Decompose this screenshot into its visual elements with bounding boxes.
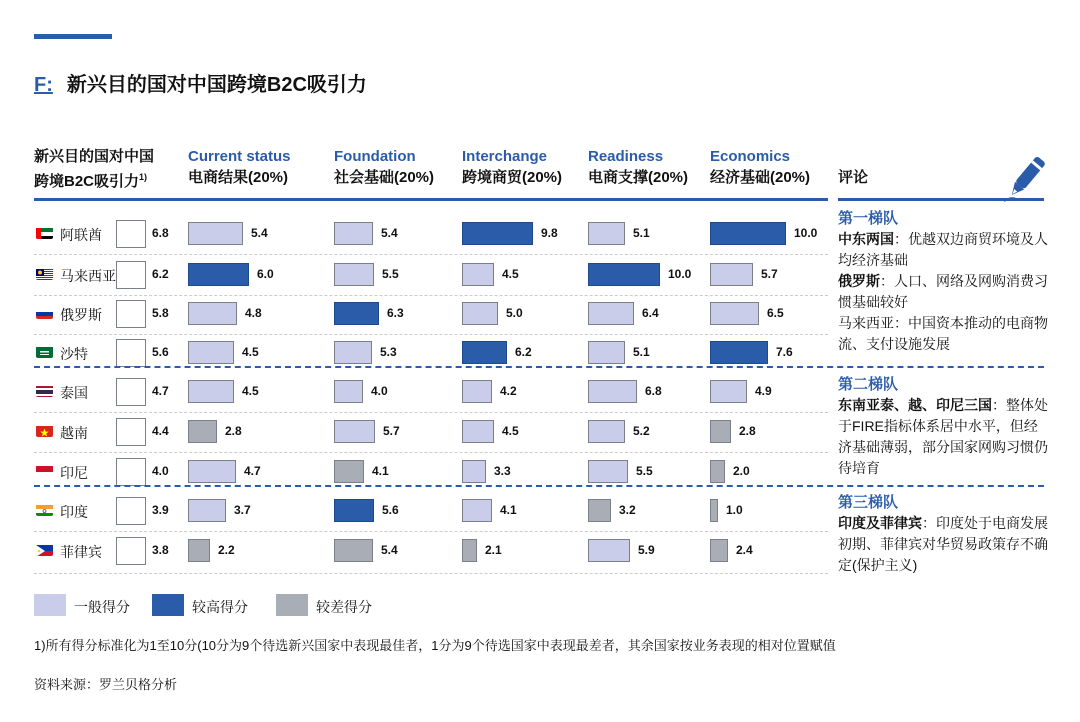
- score-header-sup: 1): [139, 172, 148, 182]
- bar-value: 4.5: [242, 345, 259, 359]
- overall-score-value: 6.2: [152, 267, 169, 281]
- column-header-cn: 跨境商贸(20%): [462, 169, 563, 186]
- overall-score-value: 3.9: [152, 503, 169, 517]
- bar-1: [188, 263, 249, 286]
- bar-5: [710, 499, 718, 522]
- bar-value: 4.1: [372, 464, 389, 478]
- top-accent-bar: [34, 34, 112, 39]
- bar-4: [588, 263, 660, 286]
- comment-bold: 印度及菲律宾: [838, 515, 922, 531]
- overall-score-value: 4.7: [152, 384, 169, 398]
- bar-value: 5.2: [633, 424, 650, 438]
- country-name: 菲律宾: [60, 544, 102, 560]
- bar-value: 5.5: [382, 267, 399, 281]
- legend-swatch-normal: [34, 594, 66, 616]
- bar-value: 6.0: [257, 267, 274, 281]
- comment-tier-1: [838, 208, 1048, 355]
- column-header-cn: 电商支撑(20%): [588, 169, 689, 186]
- bar-2: [334, 341, 372, 364]
- header-rule-comment: [838, 198, 1044, 201]
- bar-2: [334, 263, 374, 286]
- bar-1: [188, 460, 236, 483]
- bar-5: [710, 380, 747, 403]
- overall-score-box: [116, 339, 146, 367]
- legend-label-normal: 一般得分: [74, 599, 130, 615]
- bar-3: [462, 302, 498, 325]
- pen-icon: [1002, 152, 1050, 204]
- bar-value: 6.4: [642, 306, 659, 320]
- bar-value: 5.3: [380, 345, 397, 359]
- bar-2: [334, 539, 373, 562]
- bar-1: [188, 222, 243, 245]
- bar-value: 5.4: [381, 226, 398, 240]
- column-header-cn: 电商结果(20%): [188, 169, 289, 186]
- overall-score-value: 4.0: [152, 464, 169, 478]
- bar-3: [462, 222, 533, 245]
- bar-2: [334, 380, 363, 403]
- comment-line: [838, 313, 1048, 355]
- bar-value: 4.9: [755, 384, 772, 398]
- bar-value: 3.2: [619, 503, 636, 517]
- bar-value: 2.0: [733, 464, 750, 478]
- comment-line: [838, 395, 1048, 479]
- column-header-cn: 经济基础(20%): [710, 169, 811, 186]
- row-divider: [34, 531, 828, 532]
- bar-value: 2.8: [739, 424, 756, 438]
- bar-value: 5.4: [251, 226, 268, 240]
- bar-value: 4.2: [500, 384, 517, 398]
- column-header-3: [462, 146, 562, 188]
- overall-score-box: [116, 497, 146, 525]
- bar-value: 3.7: [234, 503, 251, 517]
- row-divider: [34, 254, 828, 255]
- bar-4: [588, 341, 625, 364]
- country-name: 印度: [60, 504, 88, 520]
- score-header-line1: 新兴目的国对中国: [34, 148, 155, 165]
- column-header-en: Current status: [188, 148, 291, 165]
- bar-1: [188, 380, 234, 403]
- bar-value: 5.0: [506, 306, 523, 320]
- country-name: 越南: [60, 425, 88, 441]
- saudi-flag-icon: [36, 346, 53, 358]
- bar-5: [710, 263, 753, 286]
- page-title: [34, 68, 367, 97]
- bar-value: 5.1: [633, 226, 650, 240]
- header-rule: [34, 198, 828, 201]
- comment-text: ：印度处于电商发展初期、菲律宾对华贸易政策存不确定(保护主义): [838, 515, 1048, 573]
- thailand-flag-icon: [36, 385, 53, 397]
- malaysia-flag-icon: [36, 268, 53, 280]
- overall-score-box: [116, 458, 146, 486]
- overall-score-box: [116, 261, 146, 289]
- bar-3: [462, 460, 486, 483]
- tier-separator: [34, 366, 1044, 368]
- bar-value: 4.7: [244, 464, 261, 478]
- bar-3: [462, 499, 492, 522]
- bar-value: 6.3: [387, 306, 404, 320]
- overall-score-value: 5.8: [152, 306, 169, 320]
- overall-score-value: 6.8: [152, 226, 169, 240]
- bar-value: 2.1: [485, 543, 502, 557]
- bar-value: 6.2: [515, 345, 532, 359]
- score-header-line2-wrap: [34, 167, 154, 192]
- bar-2: [334, 499, 374, 522]
- tier-title: 第三梯队: [838, 494, 899, 511]
- bar-value: 5.6: [382, 503, 399, 517]
- legend-swatch-high: [152, 594, 184, 616]
- bar-5: [710, 222, 786, 245]
- bar-value: 2.2: [218, 543, 235, 557]
- column-header-en: Readiness: [588, 148, 664, 165]
- title-prefix: F:: [34, 74, 53, 96]
- comment-column-header: [838, 167, 868, 188]
- column-header-en: Economics: [710, 148, 791, 165]
- bar-value: 5.1: [633, 345, 650, 359]
- bar-value: 6.8: [645, 384, 662, 398]
- country-name: 马来西亚: [60, 268, 116, 284]
- overall-score-box: [116, 418, 146, 446]
- bar-value: 1.0: [726, 503, 743, 517]
- column-header-5: [710, 146, 810, 188]
- bar-value: 6.5: [767, 306, 784, 320]
- comment-text: 马来西亚：中国资本推动的电商物流、支付设施发展: [838, 315, 1048, 352]
- score-header-line2: 跨境B2C吸引力: [34, 173, 140, 190]
- comment-bold: 中东两国: [838, 231, 894, 247]
- bar-4: [588, 380, 637, 403]
- comment-text: ：人口、网络及网购消费习惯基础较好: [838, 273, 1048, 310]
- comment-text: ：优越双边商贸环境及人均经济基础: [838, 231, 1048, 268]
- uae-flag-icon: [36, 227, 53, 239]
- column-header-en: Interchange: [462, 148, 548, 165]
- bar-3: [462, 380, 492, 403]
- column-header-1: [188, 146, 291, 188]
- bar-4: [588, 499, 611, 522]
- bar-1: [188, 302, 237, 325]
- bar-4: [588, 539, 630, 562]
- bar-value: 3.3: [494, 464, 511, 478]
- bar-4: [588, 222, 625, 245]
- bar-value: 5.4: [381, 543, 398, 557]
- row-divider: [34, 452, 828, 453]
- column-header-2: [334, 146, 434, 188]
- source-note: 资料来源：罗兰贝格分析: [34, 677, 178, 692]
- row-divider: [34, 412, 828, 413]
- bar-value: 10.0: [794, 226, 818, 240]
- comment-bold: 俄罗斯: [838, 273, 880, 289]
- bar-value: 7.6: [776, 345, 793, 359]
- country-name: 阿联酋: [60, 227, 102, 243]
- comment-bold: 东南亚泰、越、印尼三国: [838, 397, 992, 413]
- overall-score-value: 4.4: [152, 424, 169, 438]
- overall-score-box: [116, 300, 146, 328]
- row-divider: [34, 334, 828, 335]
- indonesia-flag-icon: [36, 465, 53, 477]
- bar-3: [462, 263, 494, 286]
- bar-value: 5.9: [638, 543, 655, 557]
- comment-tier-3: [838, 492, 1048, 576]
- overall-score-value: 5.6: [152, 345, 169, 359]
- footnote: 1)所有得分标准化为1至10分(10分为9个待选新兴国家中表现最佳者，1分为9个待选国家中表现最差者，其余国家按业务表现的相对位置赋值: [34, 638, 836, 653]
- overall-score-box: [116, 537, 146, 565]
- bar-3: [462, 420, 494, 443]
- bar-value: 4.5: [242, 384, 259, 398]
- score-column-header: [34, 146, 154, 192]
- bar-4: [588, 460, 628, 483]
- bar-5: [710, 460, 725, 483]
- bar-5: [710, 420, 731, 443]
- bar-2: [334, 420, 375, 443]
- comment-tier-2: [838, 374, 1048, 479]
- overall-score-value: 3.8: [152, 543, 169, 557]
- bar-value: 9.8: [541, 226, 558, 240]
- bar-value: 4.8: [245, 306, 262, 320]
- bar-value: 10.0: [668, 267, 692, 281]
- bar-value: 2.8: [225, 424, 242, 438]
- tier-title: 第二梯队: [838, 376, 899, 393]
- bar-4: [588, 302, 634, 325]
- india-flag-icon: [36, 504, 53, 516]
- tier-separator: [34, 485, 1044, 487]
- bar-5: [710, 341, 768, 364]
- bar-value: 5.7: [383, 424, 400, 438]
- bar-5: [710, 539, 728, 562]
- bar-value: 4.0: [371, 384, 388, 398]
- bar-value: 4.5: [502, 424, 519, 438]
- title-text: 新兴目的国对中国跨境B2C吸引力: [66, 74, 367, 96]
- bar-4: [588, 420, 625, 443]
- bar-1: [188, 420, 217, 443]
- bar-value: 4.5: [502, 267, 519, 281]
- comment-line: [838, 513, 1048, 576]
- legend-label-high: 较高得分: [192, 599, 248, 615]
- comment-line: [838, 271, 1048, 313]
- bar-2: [334, 222, 373, 245]
- row-divider: [34, 295, 828, 296]
- comment-header: 评论: [838, 169, 869, 186]
- tier-title: 第一梯队: [838, 210, 899, 227]
- overall-score-box: [116, 220, 146, 248]
- bar-value: 4.1: [500, 503, 517, 517]
- overall-score-box: [116, 378, 146, 406]
- country-name: 泰国: [60, 385, 88, 401]
- table-bottom-rule: [34, 573, 828, 574]
- russia-flag-icon: [36, 307, 53, 319]
- bar-value: 5.7: [761, 267, 778, 281]
- bar-1: [188, 341, 234, 364]
- bar-2: [334, 302, 379, 325]
- bar-value: 5.5: [636, 464, 653, 478]
- philippines-flag-icon: [36, 544, 53, 556]
- comment-text: ：整体处于FIRE指标体系居中水平，但经济基础薄弱，部分国家网购习惯仍待培育: [838, 397, 1048, 476]
- bar-2: [334, 460, 364, 483]
- legend-swatch-low: [276, 594, 308, 616]
- country-name: 印尼: [60, 465, 88, 481]
- bar-1: [188, 539, 210, 562]
- bar-value: 2.4: [736, 543, 753, 557]
- legend-label-low: 较差得分: [316, 599, 372, 615]
- country-name: 俄罗斯: [60, 307, 102, 323]
- bar-1: [188, 499, 226, 522]
- vietnam-flag-icon: [36, 425, 53, 437]
- column-header-cn: 社会基础(20%): [334, 169, 435, 186]
- bar-5: [710, 302, 759, 325]
- column-header-4: [588, 146, 688, 188]
- bar-3: [462, 341, 507, 364]
- column-header-en: Foundation: [334, 148, 416, 165]
- comment-line: [838, 229, 1048, 271]
- country-name: 沙特: [60, 346, 88, 362]
- bar-3: [462, 539, 477, 562]
